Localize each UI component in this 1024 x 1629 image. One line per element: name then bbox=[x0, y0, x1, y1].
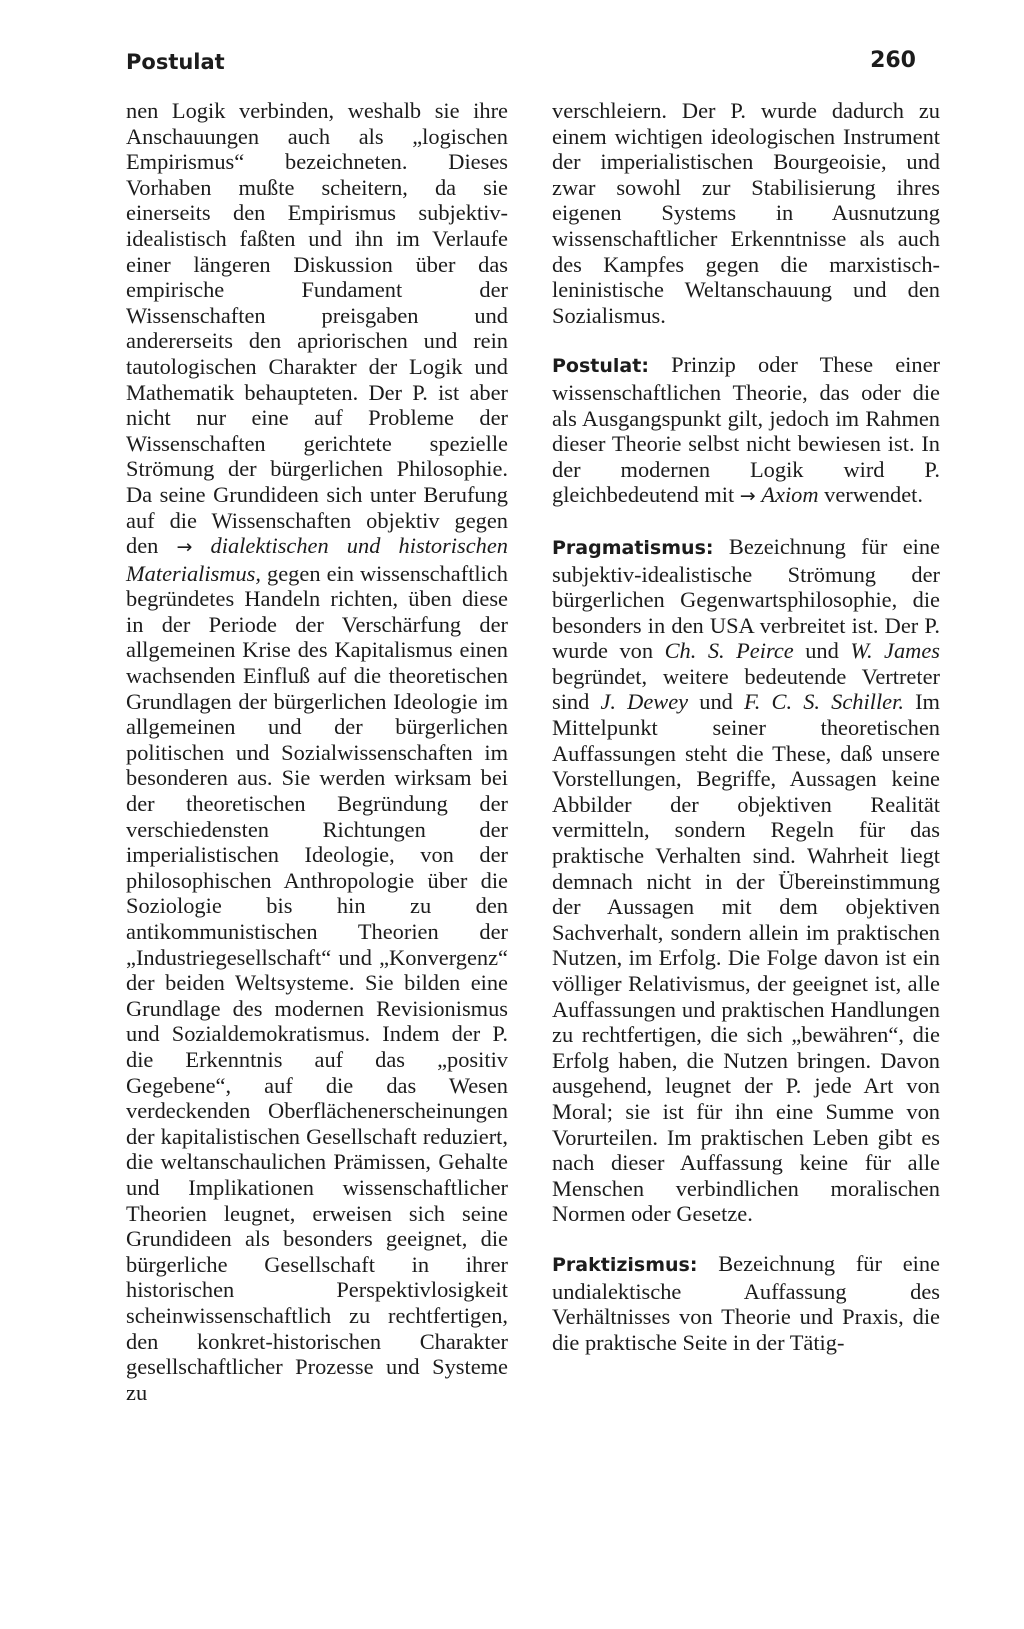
entry-postulat: Postulat: Prinzip oder These einer wissenschaftlichen Theorie, das oder die als Ausgangspunkt gilt, jedoch im Rahmen dieser Theorie selbst nicht bewiesen ist. In der modernen Logik wird P. gleichbedeutend mit → Axiom verwendet. bbox=[552, 352, 940, 508]
cross-reference-arrow-icon: → bbox=[739, 485, 756, 508]
person-name: J. Dewey bbox=[600, 689, 689, 715]
cross-reference-arrow-icon: → bbox=[176, 536, 193, 559]
page-number: 260 bbox=[870, 48, 916, 73]
person-name: F. C. S. Schiller. bbox=[744, 689, 904, 715]
headword: Pragmatismus: bbox=[552, 536, 714, 559]
entry-praktizismus: Praktizismus: Bezeichnung für eine undialektische Auffassung des Verhältnisses von Theorie und Praxis, die die praktische Seite in der Tätig- bbox=[552, 1250, 940, 1355]
headword: Postulat: bbox=[552, 355, 649, 378]
person-name: W. James bbox=[850, 638, 940, 664]
running-head bbox=[126, 44, 916, 84]
right-column bbox=[552, 98, 940, 1355]
cross-reference: Axiom bbox=[761, 482, 819, 508]
left-column bbox=[126, 98, 508, 1405]
entry-continuation-text: verschleiern. Der P. wurde dadurch zu einem wichtigen ideologischen Instrument der imperialistischen Bourgeoisie, und zwar sowohl zur Stabilisierung ihres eigenen Systems in Ausnutzung wissenschaftlicher Erkenntnisse als auch des Kampfes gegen die marxistisch-leninistische Weltanschauung und den Sozialismus. bbox=[552, 98, 940, 328]
entry-pragmatismus: Pragmatismus: Bezeichnung für eine subjektiv-idealistische Strömung der bürgerlichen Gegenwartsphilosophie, die besonders in den USA verbreitet ist. Der P. wurde von Ch. S. Peirce und W. James begründet, weitere bedeutende Vertreter sind J. Dewey und F. C. S. Schiller. Im Mittelpunkt seiner theoretischen Auffassungen steht die These, daß unsere Vorstellungen, Begriffe, Aussagen keine Abbilder der objektiven Realität vermitteln, sondern Regeln für das praktische Verhalten sind. Wahrheit liegt demnach nicht in der Übereinstimmung der Aussagen mit dem objektiven Sachverhalt, sondern allein im praktischen Nutzen, im Erfolg. Die Folge davon ist ein völliger Relativismus, der geeignet ist, alle Auffassungen und praktischen Handlungen zu rechtfertigen, die sich „bewähren“, die Erfolg haben, die Nutzen bringen. Davon ausgehend, leugnet der P. jede Art von Moral; sie ist für ihn eine Summe von Vorurteilen. Im praktischen Leben gibt es nach dieser Auffassung keine für alle Menschen verbindlichen moralischen Normen oder Gesetze. bbox=[552, 533, 940, 1227]
cross-reference: dialektischen und historischen Materialismus, bbox=[126, 533, 508, 586]
entry-continuation-text: nen Logik verbinden, weshalb sie ihre Anschauungen auch als „logischen Empirismus“ bezeichneten. Dieses Vorhaben mußte scheitern, da sie einerseits den Empirismus subjektiv-idealistisch faßten und ihn im Verlaufe einer längeren Diskussion über das empirische Fundament der Wissenschaften preisgaben und andererseits den apriorischen und rein tautologischen Charakter der Logik und Mathematik behaupteten. Der P. ist aber nicht nur eine auf Probleme der Wissenschaften gerichtete spezielle Strömung der bürgerlichen Philosophie. Da seine Grundideen sich unter Berufung auf die Wissenschaften objektiv gegen den → dialektischen und historischen Materialismus, gegen ein wissenschaftlich begründetes Handeln richten, üben diese in der Periode der Verschärfung der allgemeinen Krise des Kapitalismus einen wachsenden Einfluß auf die theoretischen Grundlagen der bürgerlichen Ideologie im allgemeinen und der bürgerlichen politischen und Sozialwissenschaften im besonderen aus. Sie werden wirksam bei der theoretischen Begründung der verschiedensten Richtungen der imperialistischen Ideologie, von der philosophischen Anthropologie über die Soziologie bis hin zu den antikommunistischen Theorien der „Industriegesellschaft“ und „Konvergenz“ der beiden Weltsysteme. Sie bilden eine Grundlage des modernen Revisionismus und Sozialdemokratismus. Indem der P. die Erkenntnis auf das „positiv Gegebene“, auf die das Wesen verdeckenden Oberflächenerscheinungen der kapitalistischen Gesellschaft reduziert, die weltanschaulichen Prämissen, Gehalte und Implikationen wissenschaftlicher Theorien leugnet, erweisen sich seine Grundideen als besonders geeignet, die bürgerliche Gesellschaft in ihrer historischen Perspektivlosigkeit scheinwissenschaftlich zu rechtfertigen, den konkret-historischen Charakter gesellschaftlicher Prozesse und Systeme zu bbox=[126, 98, 508, 1405]
running-head-title: Postulat bbox=[126, 50, 225, 74]
person-name: Ch. S. Peirce bbox=[664, 638, 794, 664]
headword: Praktizismus: bbox=[552, 1253, 698, 1276]
